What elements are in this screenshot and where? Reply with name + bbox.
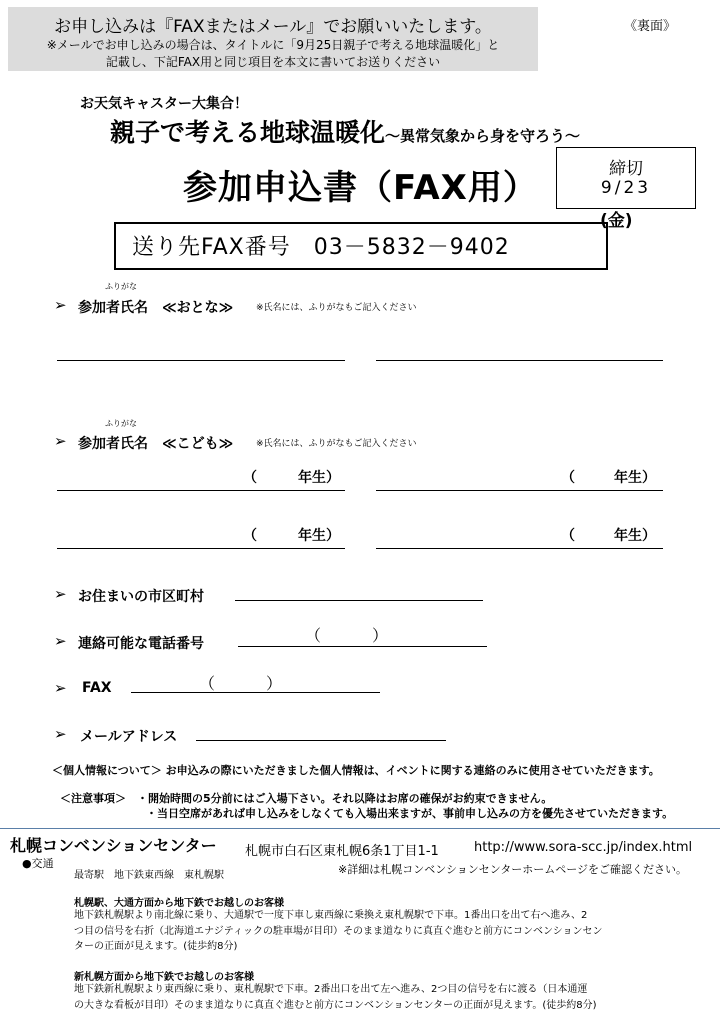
event-title-main: 親子で考える地球温暖化 — [110, 118, 386, 147]
page-side-label: 《裏面》 — [624, 19, 677, 34]
route-title-2: 新札幌方面から地下鉄でお越しのお客様 — [74, 972, 254, 983]
notice-sub-line-1: ※メールでお申し込みの場合は、タイトルに「9月25日親子で考える地球温暖化」と — [46, 38, 500, 52]
notice-sub-text — [8, 37, 538, 71]
deadline-label: 締切 — [609, 159, 643, 179]
city-arrow-icon: ➢ — [54, 585, 67, 603]
email-arrow-icon: ➢ — [54, 725, 67, 743]
fax-paren-close: ） — [266, 674, 283, 693]
route-title-1: 札幌駅、大通方面から地下鉄でお越しのお客様 — [74, 898, 284, 909]
adult-name-field-2[interactable] — [376, 360, 663, 361]
route-1-line-3: ターの正面が見えます。(徒歩約8分) — [74, 941, 238, 952]
route-1-line-2: つ目の信号を右折（北海道エナジティックの駐車場が目印）そのまま道なりに真直ぐ進むと前方にコンベンションセン — [74, 925, 603, 937]
notice-sub-line-2: 記載し、下記FAX用と同じ項目を本文に書いてお送りください — [105, 55, 441, 69]
event-title-sub: ～異常気象から身を守ろう～ — [385, 127, 581, 145]
city-label: お住まいの市区町村 — [78, 589, 204, 605]
venue-name: 札幌コンベンションセンター — [10, 836, 217, 855]
child-name-field-1[interactable] — [57, 490, 345, 491]
section-divider — [0, 828, 720, 829]
city-field[interactable] — [235, 600, 483, 601]
venue-url-link[interactable]: http://www.sora-scc.jp/index.html — [474, 840, 693, 855]
phone-arrow-icon: ➢ — [54, 632, 67, 650]
transit-label: ●交通 — [22, 857, 54, 870]
phone-label: 連絡可能な電話番号 — [78, 636, 204, 652]
route-body-1 — [74, 908, 674, 955]
fax-label: FAX — [82, 680, 112, 696]
adult-name-label: 参加者氏名 ≪おとな≫ — [78, 300, 234, 316]
grade-open-4: （ — [561, 528, 575, 544]
grade-suffix-3: 年生） — [298, 528, 340, 544]
deadline-day: (金) — [600, 211, 633, 231]
child-name-field-3[interactable] — [57, 548, 345, 549]
grade-suffix-4: 年生） — [614, 528, 656, 544]
detail-note: ※詳細は札幌コンベンションセンターホームページをご確認ください。 — [338, 863, 688, 876]
child-name-label: 参加者氏名 ≪こども≫ — [78, 436, 234, 452]
event-kicker: お天気キャスター大集合！ — [80, 96, 248, 112]
adult-arrow-icon: ➢ — [54, 296, 67, 314]
fax-destination-text: 送り先FAX番号 03－5832－9402 — [132, 235, 510, 260]
route-body-2 — [74, 982, 674, 1013]
notice-main-text: お申し込みは『FAXまたはメール』でお願いいたします。 — [54, 17, 492, 37]
phone-paren-open: （ — [305, 626, 322, 645]
grade-suffix-1: 年生） — [298, 470, 340, 486]
child-furigana-ruby: ふりがな — [105, 419, 137, 428]
email-label: メールアドレス — [80, 729, 178, 745]
route-2-line-1: 地下鉄新札幌駅より東西線に乗り、東札幌駅で下車。2番出口を出て左へ進み、2つ目の信号を右に渡る（日本通運 — [74, 984, 588, 995]
privacy-notice: ＜個人情報について＞ お申込みの際にいただきました個人情報は、イベントに関する連絡のみに使用させていただきます。 — [52, 764, 660, 777]
grade-suffix-2: 年生） — [614, 470, 656, 486]
attention-line-1: ＜注意事項＞ ・開始時間の5分前にはご入場下さい。それ以降はお席の確保がお約束できません。 — [60, 792, 553, 805]
child-name-field-2[interactable] — [376, 490, 663, 491]
child-name-note: ※氏名には、ふりがなもご記入ください — [256, 439, 417, 449]
fax-paren-open: （ — [199, 674, 216, 693]
nearest-station: 最寄駅 地下鉄東西線 東札幌駅 — [74, 870, 224, 881]
route-1-line-1: 地下鉄札幌駅より南北線に乗り、大通駅で一度下車し東西線に乗換え東札幌駅で下車。1番出口を出て右へ進み、2 — [74, 910, 588, 921]
adult-furigana-ruby: ふりがな — [105, 282, 137, 291]
grade-open-2: （ — [561, 470, 575, 486]
fax-arrow-icon: ➢ — [54, 679, 67, 697]
deadline-date: 9/23 — [600, 178, 652, 198]
email-field[interactable] — [196, 740, 446, 741]
event-title — [110, 113, 580, 149]
child-arrow-icon: ➢ — [54, 432, 67, 450]
route-2-line-2: の大きな看板が目印）そのまま道なりに真直ぐ進むと前方にコンベンションセンターの正面が見えます。(徒歩約8分) — [74, 999, 597, 1011]
child-name-field-4[interactable] — [376, 548, 663, 549]
adult-name-note: ※氏名には、ふりがなもご記入ください — [256, 303, 417, 313]
form-title: 参加申込書（FAX用） — [183, 168, 538, 208]
phone-field[interactable] — [238, 646, 487, 647]
grade-open-1: （ — [243, 470, 257, 486]
grade-open-3: （ — [243, 528, 257, 544]
venue-address: 札幌市白石区東札幌6条1丁目1-1 — [245, 844, 439, 859]
fax-field[interactable] — [131, 692, 380, 693]
attention-line-2: ・当日空席があれば申し込みをしなくても入場出来ますが、事前申し込みの方を優先させていただきます。 — [146, 807, 674, 820]
adult-name-field-1[interactable] — [57, 360, 345, 361]
phone-paren-close: ） — [372, 626, 389, 645]
